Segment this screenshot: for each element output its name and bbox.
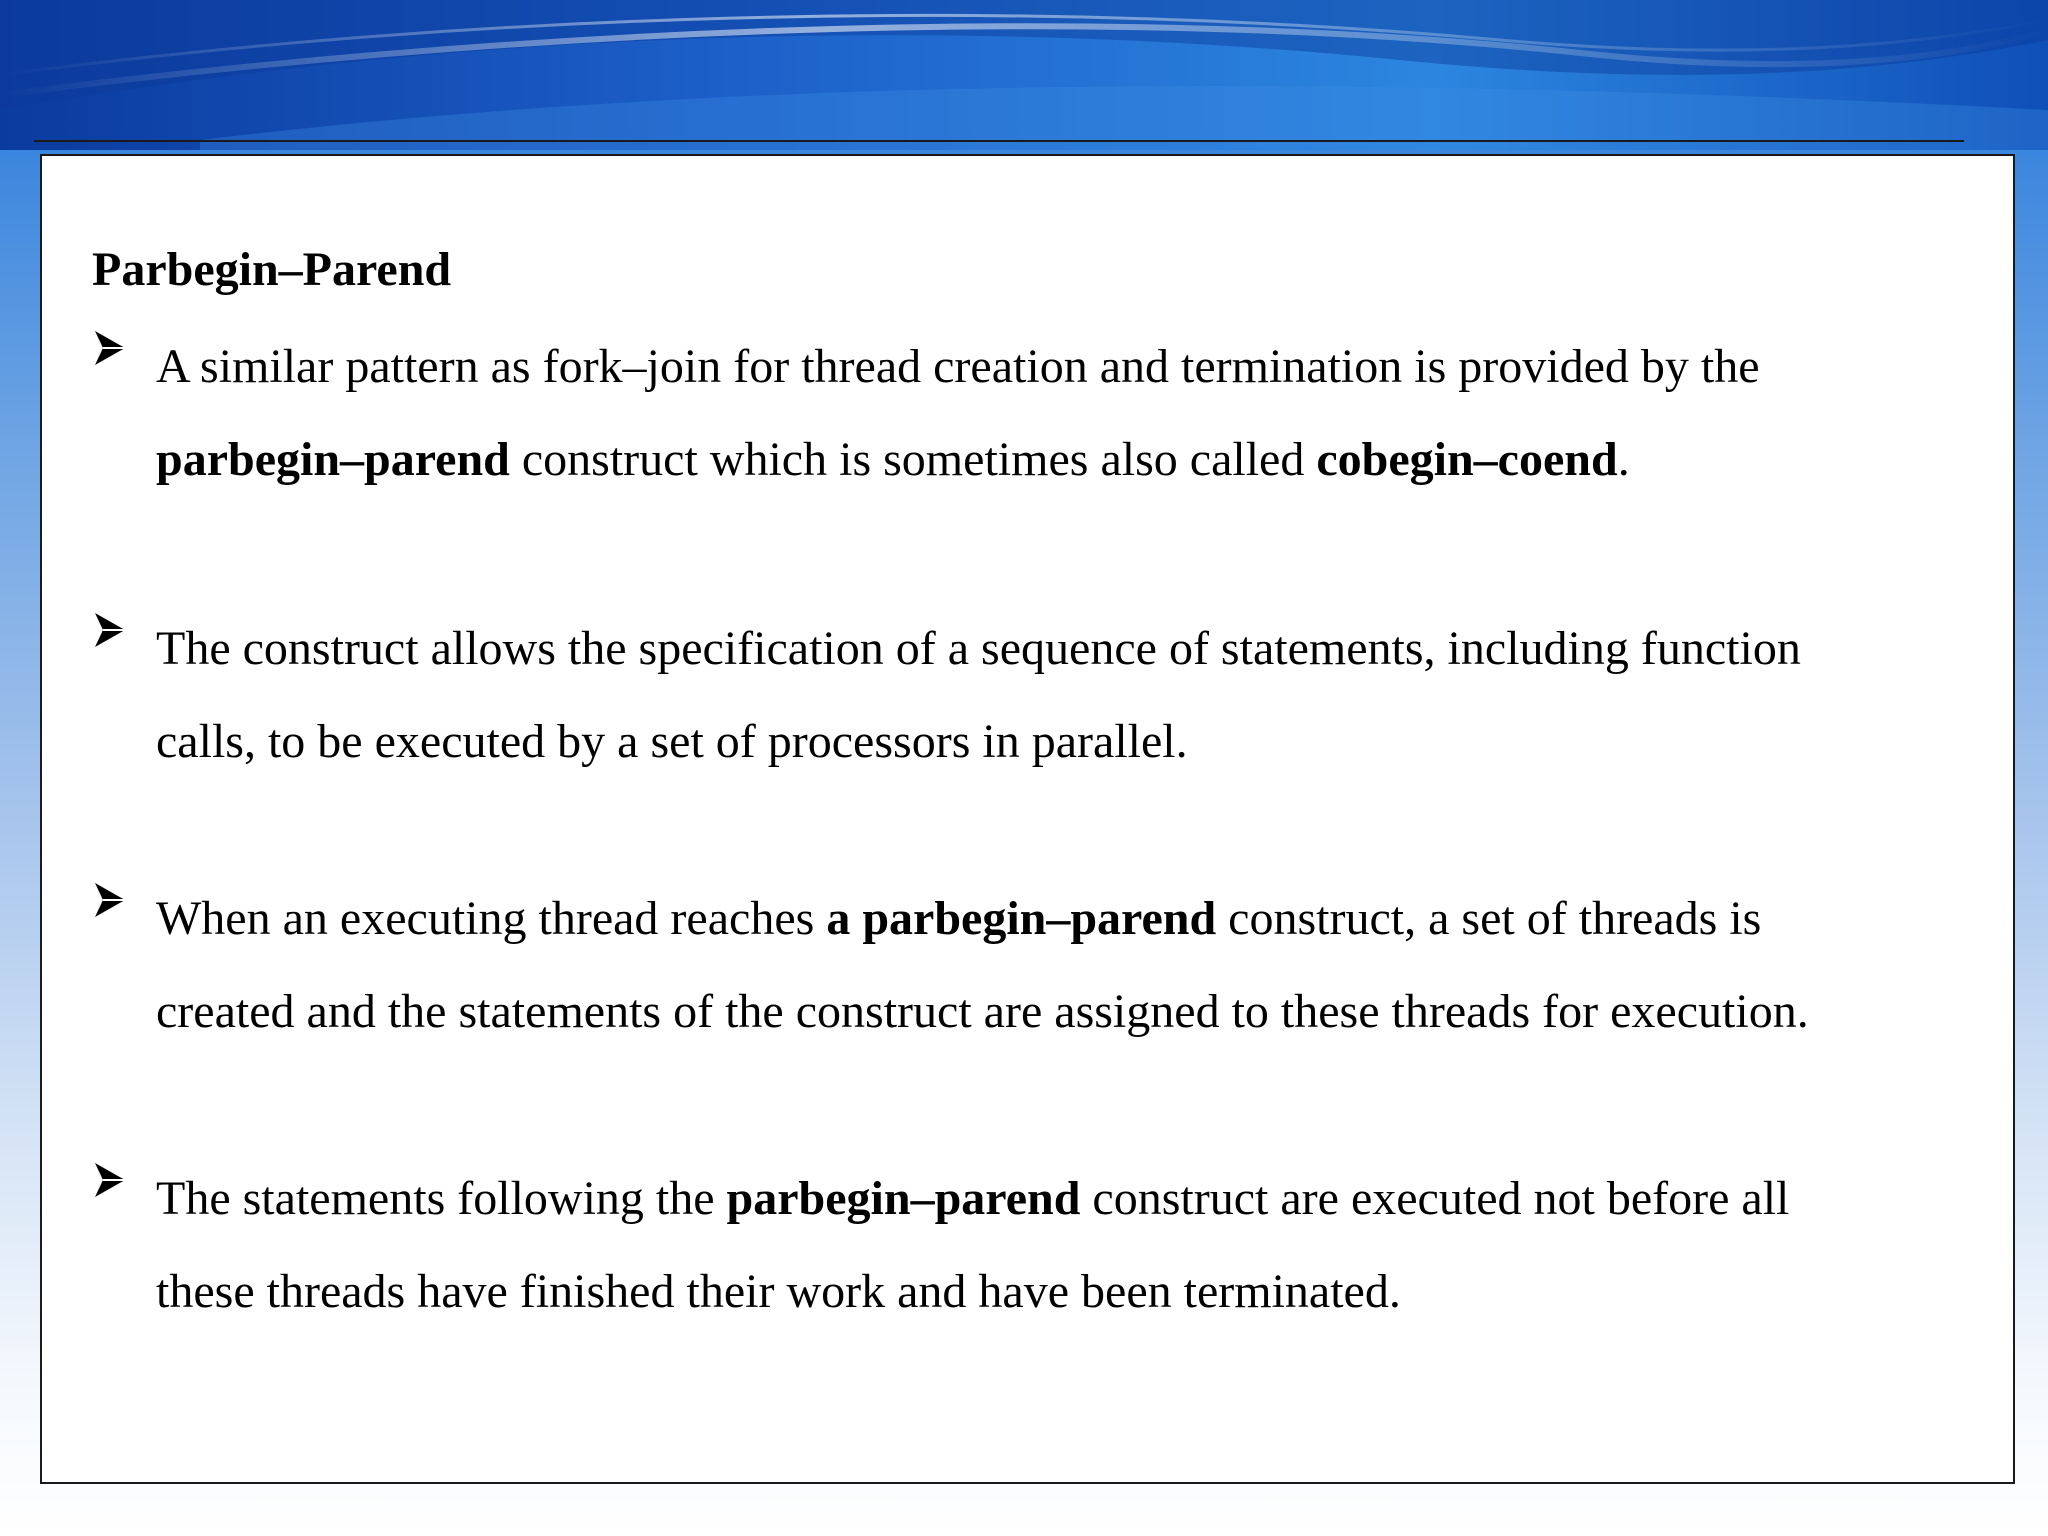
bold-term: a parbegin–parend <box>826 892 1217 945</box>
text-run: The statements following the <box>156 1172 727 1225</box>
bold-term: parbegin–parend <box>726 1172 1081 1225</box>
bullet-line <box>156 1245 1972 1338</box>
bullet-line <box>156 602 1972 695</box>
bullet-text <box>156 1152 1972 1338</box>
text-run: these threads have finished their work and have been terminated. <box>156 1265 1401 1318</box>
text-run: A similar pattern as fork–join for thread creation and termination is provided by the <box>156 340 1760 393</box>
bullet-item <box>92 1152 1972 1338</box>
bullet-item <box>92 602 1972 788</box>
header-swoosh-decoration <box>0 0 2048 150</box>
text-run: construct are executed not before all <box>1080 1172 1790 1225</box>
bold-term: cobegin–coend <box>1316 433 1618 486</box>
arrowhead-bullet-icon <box>92 328 128 368</box>
text-run: . <box>1617 433 1630 486</box>
bullet-item <box>92 872 1972 1058</box>
bold-term: parbegin–parend <box>156 433 510 486</box>
bullet-text <box>156 320 1972 506</box>
bullet-line <box>156 965 1972 1058</box>
bullet-line <box>156 320 1972 413</box>
text-run: When an executing thread reaches <box>156 892 827 945</box>
bullet-line <box>156 413 1972 506</box>
header-divider-line <box>34 140 1964 142</box>
arrowhead-bullet-icon <box>92 1160 128 1200</box>
bullet-text <box>156 872 1972 1058</box>
bullet-text <box>156 602 1972 788</box>
text-run: created and the statements of the construct are assigned to these threads for execution. <box>156 985 1809 1038</box>
text-run: calls, to be executed by a set of processors in parallel. <box>156 715 1188 768</box>
bullet-line <box>156 695 1972 788</box>
content-panel <box>40 154 2015 1484</box>
text-run: construct which is sometimes also called <box>509 433 1317 486</box>
slide-heading: Parbegin–Parend <box>92 243 452 296</box>
bullet-line <box>156 872 1972 965</box>
arrowhead-bullet-icon <box>92 610 128 650</box>
text-run: construct, a set of threads is <box>1216 892 1762 945</box>
arrowhead-bullet-icon <box>92 880 128 920</box>
bullet-item <box>92 320 1972 506</box>
bullet-line <box>156 1152 1972 1245</box>
text-run: The construct allows the specification of a sequence of statements, including function <box>156 622 1801 675</box>
